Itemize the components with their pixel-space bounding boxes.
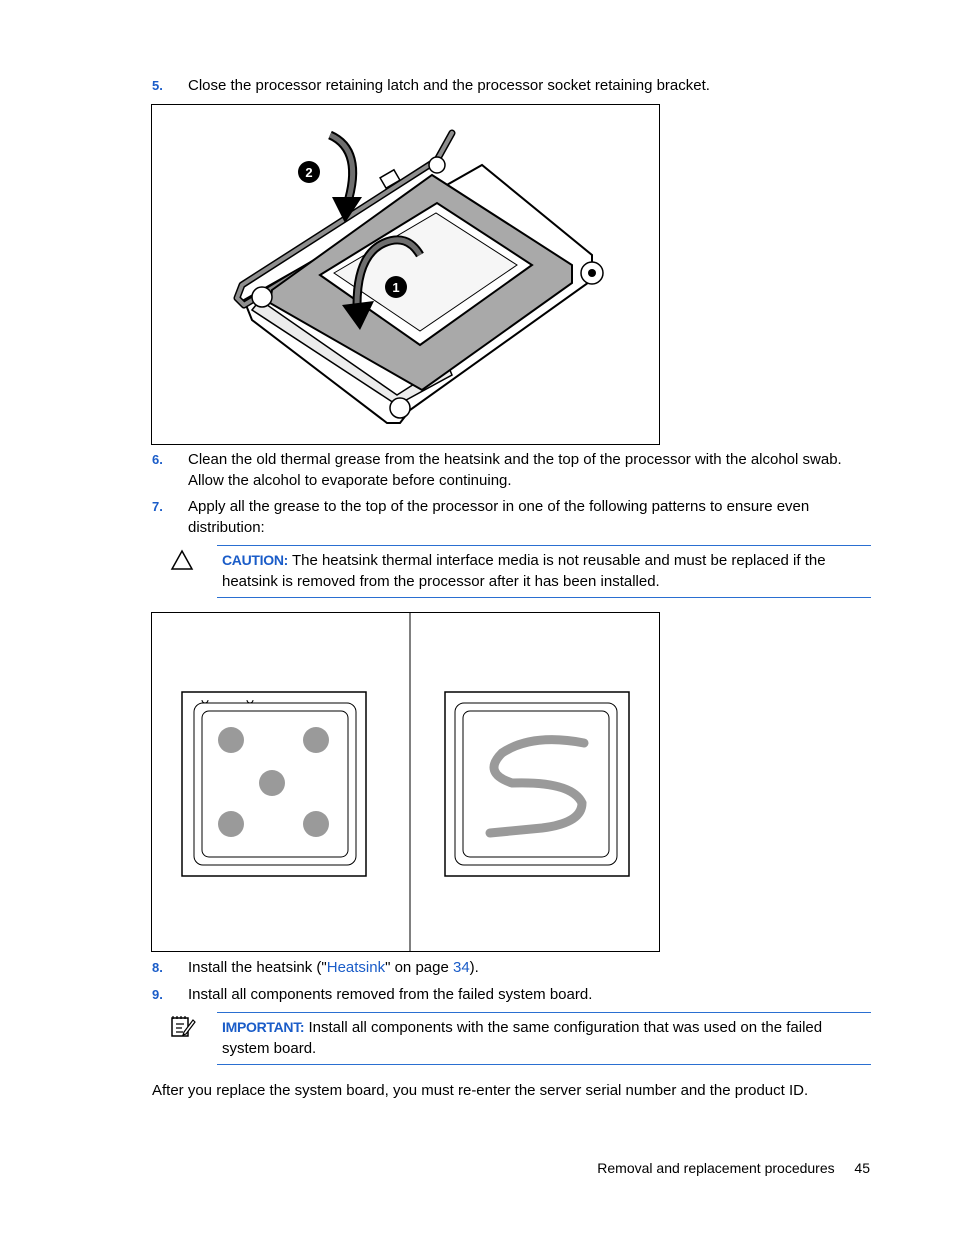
heatsink-link[interactable]: Heatsink [326, 959, 386, 976]
important-label: IMPORTANT: [222, 1019, 305, 1035]
caution-note [217, 545, 871, 598]
step-number: 7. [152, 499, 163, 514]
callout-1 [385, 276, 407, 298]
step-number: 5. [152, 78, 163, 93]
callout-2 [298, 161, 320, 183]
socket-bracket-illustration [152, 105, 659, 444]
five-dot-pattern [182, 692, 366, 876]
step-text: Apply all the grease to the top of the processor in one of the following patterns to ensure even distribution: [188, 498, 810, 536]
socket-bracket-figure [151, 104, 660, 445]
step-text: Clean the old thermal grease from the heatsink and the top of the processor with the alcohol swab. Allow the alcohol to evaporate before continuing. [188, 451, 842, 489]
step-text: Install all components removed from the failed system board. [188, 986, 593, 1003]
footer-section: Removal and replacement procedures [597, 1160, 835, 1176]
page-number: 45 [854, 1160, 870, 1176]
grease-patterns-figure [151, 612, 660, 952]
caution-text: The heatsink thermal interface media is not reusable and must be replaced if the heatsink is removed from the processor after it has been installed. [222, 552, 826, 590]
step-number: 9. [152, 987, 163, 1002]
closing-paragraph: After you replace the system board, you must re-enter the server serial number and the product ID. [152, 1082, 809, 1099]
important-note [217, 1012, 871, 1065]
step-text: Install the heatsink ("Heatsink" on page 34). [188, 959, 479, 976]
caution-label: CAUTION: [222, 552, 289, 568]
page-footer [480, 1158, 870, 1179]
step-number: 8. [152, 960, 163, 975]
grease-patterns-illustration [152, 613, 659, 951]
step-text: Close the processor retaining latch and the processor socket retaining bracket. [188, 77, 710, 94]
important-text: Install all components with the same configuration that was used on the failed system board. [222, 1019, 823, 1057]
svg-text:1: 1 [392, 280, 400, 295]
important-icon [170, 1014, 196, 1038]
svg-text:2: 2 [305, 165, 313, 180]
step-number: 6. [152, 452, 163, 467]
caution-icon [170, 549, 194, 571]
page-34-link[interactable]: 34 [452, 959, 470, 976]
s-curve-pattern [445, 692, 629, 876]
